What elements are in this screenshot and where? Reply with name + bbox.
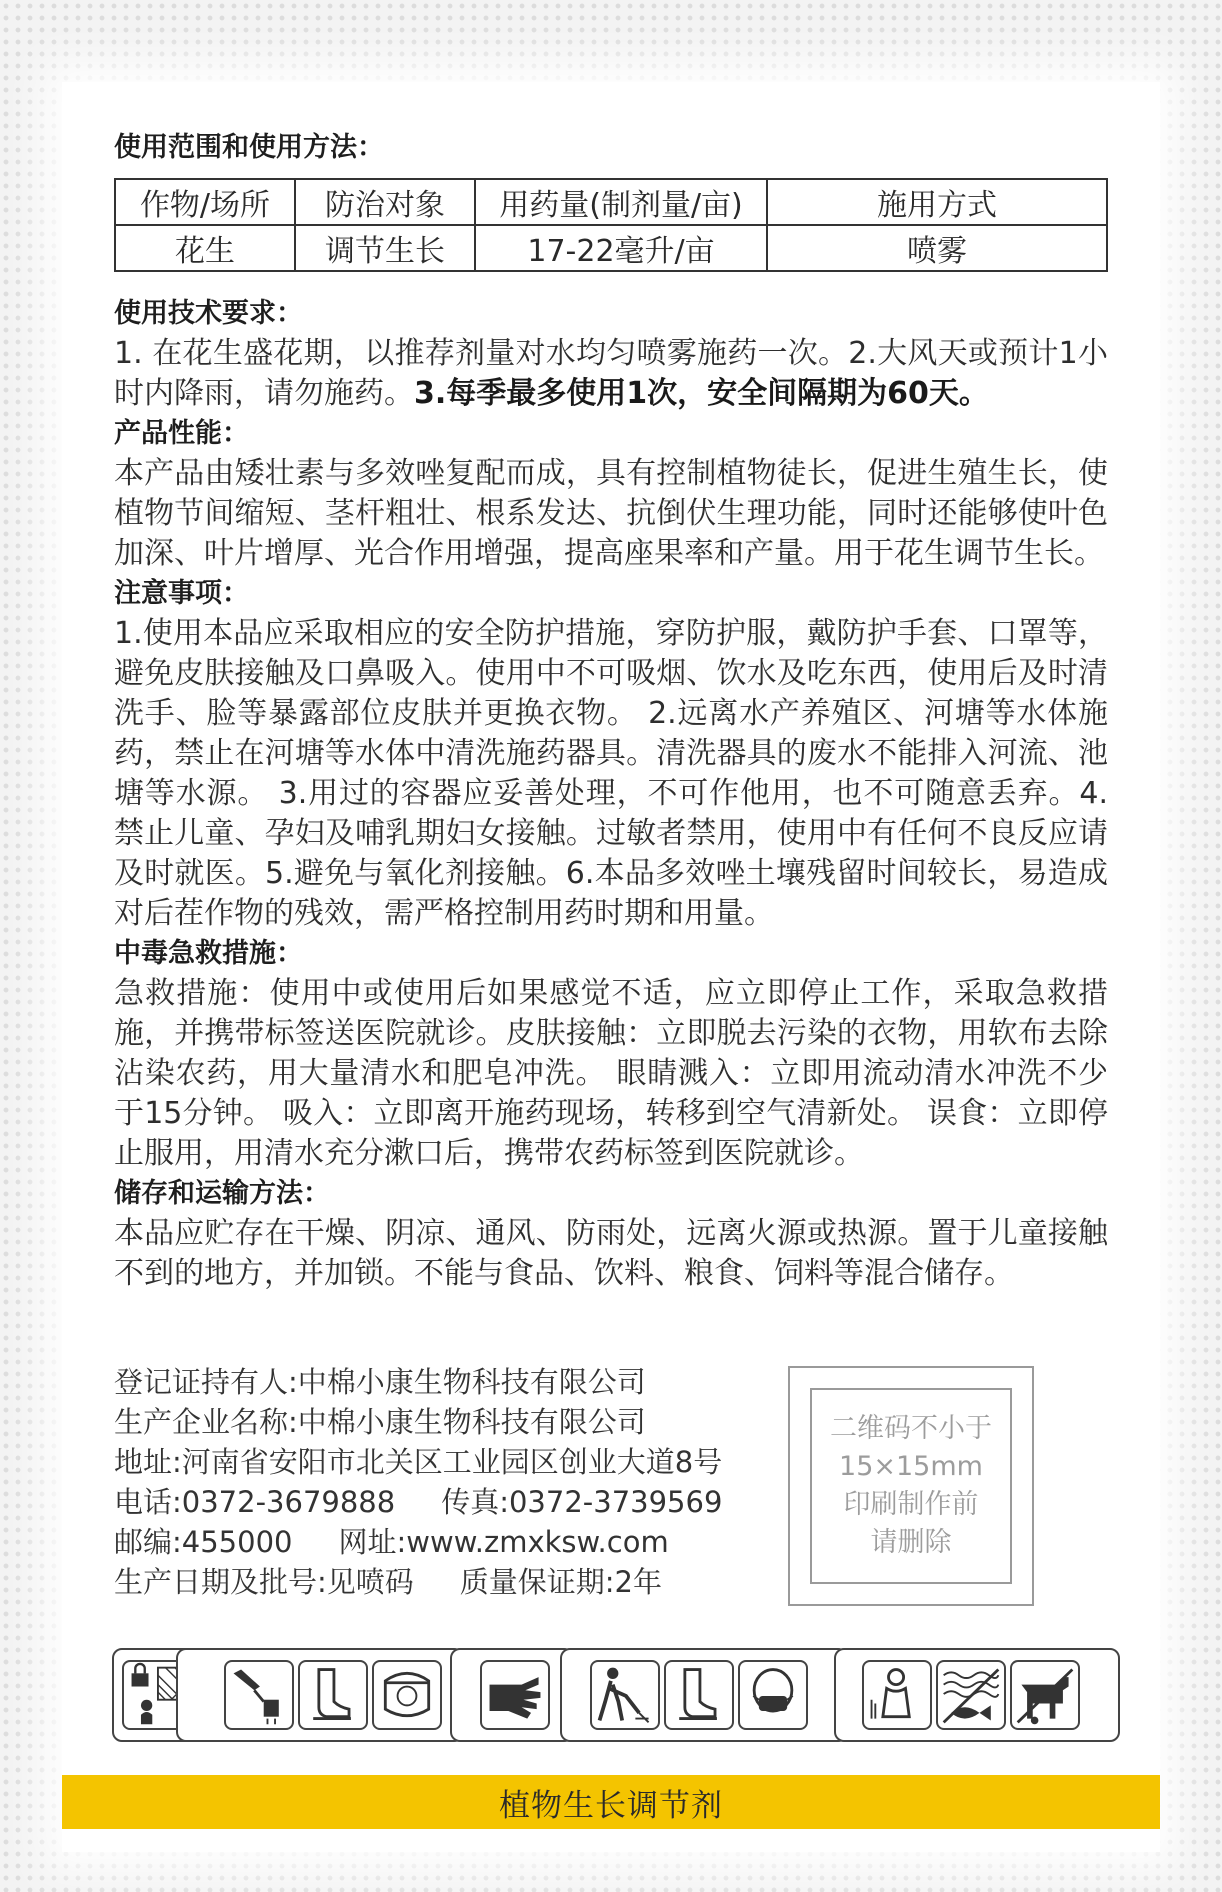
table-row [115, 225, 1107, 271]
first-aid-text: 急救措施：使用中或使用后如果感觉不适，应立即停止工作，采取急救措施，并携带标签送医院就诊。皮肤接触：立即脱去污染的衣物，用软布去除沾染农药，用大量清水和肥皂冲洗。 眼睛溅入：立即用流动清水冲洗不少于15分钟。 吸入：立即离开施药现场，转移到空气清新处。 误食：立即停止服用，用清水充分漱口后，携带农药标签到医院就诊。 [114, 976, 1108, 1171]
usage-title: 使用范围和使用方法： [114, 132, 384, 163]
qr-inner-frame [810, 1388, 1012, 1584]
qr-note-3: 印刷制作前 [843, 1489, 979, 1520]
pictogram-group-gloves [450, 1648, 574, 1742]
tech-text-b: 3.每季最多使用1次，安全间隔期为60天。 [414, 376, 989, 411]
web-line [114, 1522, 714, 1562]
storage-title: 储存和运输方法： [114, 1178, 330, 1209]
toxic-to-livestock-icon [1010, 1660, 1080, 1730]
wear-boots-2-icon [664, 1660, 734, 1730]
qr-note-2: 15×15mm [839, 1451, 983, 1482]
cell-crop: 花生 [115, 225, 295, 271]
precautions-title: 注意事项： [114, 578, 249, 609]
pictogram-group-spraying [560, 1648, 848, 1742]
header-crop: 作物/场所 [115, 179, 295, 225]
contact-line [114, 1482, 723, 1522]
first-aid-title: 中毒急救措施： [114, 938, 303, 969]
table-header-row [115, 179, 1107, 225]
registration-block [114, 1362, 723, 1602]
header-method: 施用方式 [767, 179, 1107, 225]
holder-line: 登记证持有人:中棉小康生物科技有限公司 [114, 1365, 646, 1399]
spraying-icon [590, 1660, 660, 1730]
wear-mask-icon [738, 1660, 808, 1730]
pictogram-group-hazards [834, 1648, 1120, 1742]
performance-text: 本产品由矮壮素与多效唑复配而成，具有控制植物徒长，促进生殖生长，使植物节间缩短、茎杆粗壮、根系发达、抗倒伏生理功能，同时还能够使叶色加深、叶片增厚、光合作用增强，提高座果率和产量。用于花生调节生长。 [114, 456, 1108, 571]
storage-text: 本品应贮存在干燥、阴凉、通风、防雨处，远离火源或热源。置于儿童接触不到的地方，并加锁。不能与食品、饮料、粮食、饲料等混合储存。 [114, 1216, 1108, 1291]
usage-table [114, 178, 1108, 272]
qr-note-4: 请删除 [870, 1527, 952, 1558]
address-line: 地址:河南省安阳市北关区工业园区创业大道8号 [114, 1445, 723, 1479]
postcode: 邮编:455000 [114, 1525, 293, 1559]
pictogram-group-mixing [176, 1648, 464, 1742]
header-dosage: 用药量(制剂量/亩) [475, 179, 767, 225]
product-type-label: 植物生长调节剂 [499, 1787, 723, 1824]
qr-placeholder [788, 1366, 1034, 1606]
batch-line [114, 1562, 714, 1602]
toxic-to-fish-icon [936, 1660, 1006, 1730]
fax: 传真:0372-3739569 [441, 1485, 723, 1519]
wear-face-shield-icon [372, 1660, 442, 1730]
wear-boots-icon [298, 1660, 368, 1730]
product-type-band [62, 1775, 1160, 1829]
qr-note-1: 二维码不小于 [830, 1413, 992, 1444]
header-target: 防治对象 [295, 179, 475, 225]
cell-dosage: 17-22毫升/亩 [475, 225, 767, 271]
wash-after-use-icon [862, 1660, 932, 1730]
cell-target: 调节生长 [295, 225, 475, 271]
website: 网址:www.zmxksw.com [338, 1525, 669, 1559]
tech-text-a: 1. 在花生盛花期，以推荐剂量对水均匀喷雾施药一次。2.大风天或预计1小时内降雨，请勿施药。 [114, 336, 1108, 411]
handle-with-gloves-icon [224, 1660, 294, 1730]
wear-gloves-icon [480, 1660, 550, 1730]
cell-method: 喷雾 [767, 225, 1107, 271]
phone: 电话:0372-3679888 [114, 1485, 396, 1519]
performance-title: 产品性能： [114, 418, 249, 449]
manufacturer-line: 生产企业名称:中棉小康生物科技有限公司 [114, 1405, 646, 1439]
tech-title: 使用技术要求： [114, 298, 303, 329]
precautions-text: 1.使用本品应采取相应的安全防护措施，穿防护服，戴防护手套、口罩等，避免皮肤接触及口鼻吸入。使用中不可吸烟、饮水及吃东西，使用后及时清洗手、脸等暴露部位皮肤并更换衣物。 2.远离水产养殖区、河塘等水体施药，禁止在河塘等水体中清洗施药器具。清洗器具的废水不能排入河流、池塘等水源。 3.用过的容器应妥善处理，不可作他用，也不可随意丢弃。4.禁止儿童、孕妇及哺乳期妇女接触。过敏者禁用，使用中有任何不良反应请及时就医。5.避免与氧化剂接触。6.本品多效唑土壤残留时间较长，易造成对后茬作物的残效，需严格控制用药时期和用量。 [114, 616, 1108, 931]
tech-text [114, 334, 1108, 414]
label-content [114, 128, 1108, 1294]
shelf-life: 质量保证期:2年 [459, 1565, 663, 1599]
batch: 生产日期及批号:见喷码 [114, 1565, 414, 1599]
